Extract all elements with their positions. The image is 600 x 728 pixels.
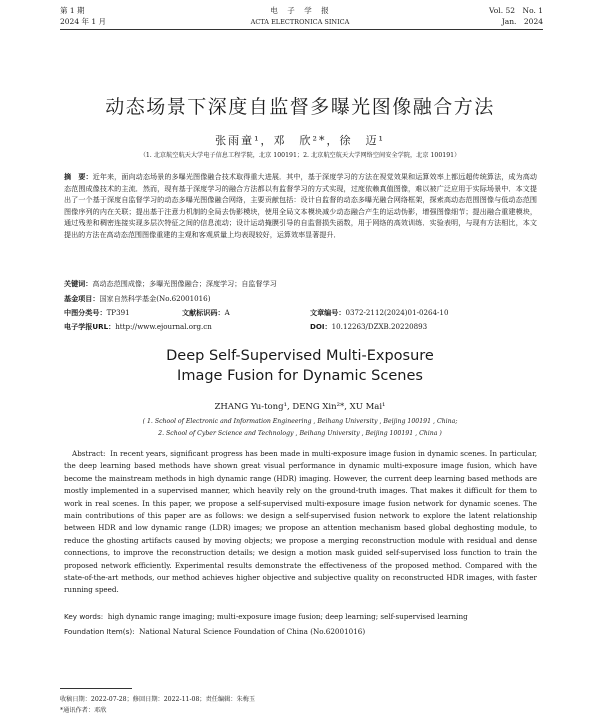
keywords-en-text: high dynamic range imaging; multi-exposure image fusion; deep learning; self-supervised learning [107,612,468,621]
corresponding-author: *通讯作者：邓欣 [60,707,107,714]
journal-name-cn: 电 子 学 报 [270,6,330,15]
abstract-cn [64,171,537,241]
keywords-en [64,612,468,621]
doi [310,322,427,332]
doi-value[interactable]: 10.12263/DZXB.20220893 [331,322,428,331]
journal-name-en: ACTA ELECTRONICA SINICA [250,18,350,26]
affiliation-en-1: ( 1. School of Electronic and Information Engineering , Beihang University , Beijing 100191 , China; [142,418,458,425]
journal-url-link[interactable]: http://www.ejournal.org.cn [115,322,212,331]
funding-cn [64,294,210,304]
journal-url [64,322,212,332]
abstract-cn-label: 摘 要： [64,172,93,181]
volume-number: Vol. 52 No. 1 [489,6,543,15]
authors-en: ZHANG Yu-tong¹, DENG Xin²*, XU Mai¹ [214,402,386,412]
document-code-value: A [224,308,230,317]
keywords-en-label: Key words: [64,612,104,621]
clc-label: 中图分类号： [64,308,107,317]
title-cn: 动态场景下深度自监督多曝光图像融合方法 [105,96,495,118]
abstract-en-text: In recent years, significant progress has been made in multi-exposure image fusion in dynamic scenes. In particular, the deep learning based methods have shown great visual performance in dynamic multi-exposure image fusion, which have become the mainstream methods in high dynamic range (HDR) imaging. However, the current deep learning based methods are mostly implemented in a supervised manner, which heavily rely on the ground-truth images. That makes it difficult for them to work in real scenes. In this paper, we propose a self-supervised multi-exposure image fusion network for dynamic scenes. The main contributions of this paper are as follows: we design a self-supervised fusion network to explore the latent relationship between HDR and low dynamic range (LDR) images; we propose an attention mechanism based global deghosting module, to reduce the ghosting artifacts caused by moving objects; we propose a merging reconstruction module with residual and dense connections, to improve the reconstruction details; we design a motion mask guided self-supervised loss function to train the proposed network efficiently. Experimental results demonstrate the effectiveness of the proposed method. Compared with the state-of-the-art methods, our method achieves higher objective and subjective quality on reconstructed HDR images, with faster running speed. [64,449,538,595]
article-number-label: 文章编号： [310,308,346,317]
issue-date-en: Jan. 2024 [501,17,543,26]
abstract-cn-text: 近年来，面向动态场景的多曝光图像融合技术取得重大进展．其中，基于深度学习的方法在视觉效果和运算效率上都远超传统算法，成为高动态范围成像技术的主流．然而，现有基于深度学习的融合方法都以有监督学习的方式实现，过度依赖真值图像，难以被广泛应用于实际场景中．本文提出了一个基于深度自监督学习的动态多曝光图像融合网络，主要贡献包括：设计自监督的动态多曝光融合网络框架，探索高动态范围图像与低动态范围图像序列的内在关联；提出基于注意力机制的全局去伪影模块，使用全局文本模块减少动态融合产生的运动伪影，增强图像细节；提出融合重建模块，通过残差和稠密连接实现多层次特征之间的信息流动；设计运动掩膜引导的自监督损失函数，用于网络的高效训练．实验表明，与现有方法相比，本文提出的方法在高动态范围图像重建的主观和客观质量上均表现较好，运算效率显著提升． [64,172,537,239]
keywords-cn-label: 关键词： [64,279,93,288]
keywords-cn-text: 高动态范围成像；多曝光图像融合；深度学习；自监督学习 [92,279,277,288]
article-number-value: 0372-2112(2024)01-0264-10 [345,308,449,317]
header-rule [60,29,543,30]
article-number [310,308,448,318]
funding-en [64,627,365,636]
funding-en-label: Foundation Item(s): [64,627,135,636]
doi-label: DOI： [310,322,332,331]
title-en: Deep Self-Supervised Multi-Exposure Image Fusion for Dynamic Scenes [166,348,434,384]
authors-cn: 张雨童¹，邓 欣²*，徐 迈¹ [215,134,385,147]
funding-en-text: National Natural Science Foundation of China (No.62001016) [139,627,366,636]
abstract-en [64,448,537,597]
journal-url-label: 电子学报URL： [64,322,116,331]
issue-number: 第 1 期 [60,6,85,15]
keywords-cn [64,279,277,289]
document-code-label: 文献标识码： [182,308,225,317]
affiliation-cn: （1. 北京航空航天大学电子信息工程学院，北京 100191；2. 北京航空航天大学网络空间安全学院，北京 100191） [139,152,461,159]
clc-number [64,308,130,318]
clc-value: TP391 [106,308,130,317]
issue-date: 2024 年 1 月 [60,17,107,26]
footnote-rule [60,688,132,689]
received-dates: 收稿日期：2022-07-28；修回日期：2022-11-08；责任编辑：朱梅玉 [60,696,256,703]
affiliation-en-2: 2. School of Cyber Science and Technology , Beihang University , Beijing 100191 , China ) [158,430,442,437]
funding-cn-label: 基金项目： [64,294,100,303]
funding-cn-text: 国家自然科学基金(No.62001016) [99,294,211,303]
document-code [182,308,230,318]
abstract-en-label: Abstract: [72,449,106,458]
